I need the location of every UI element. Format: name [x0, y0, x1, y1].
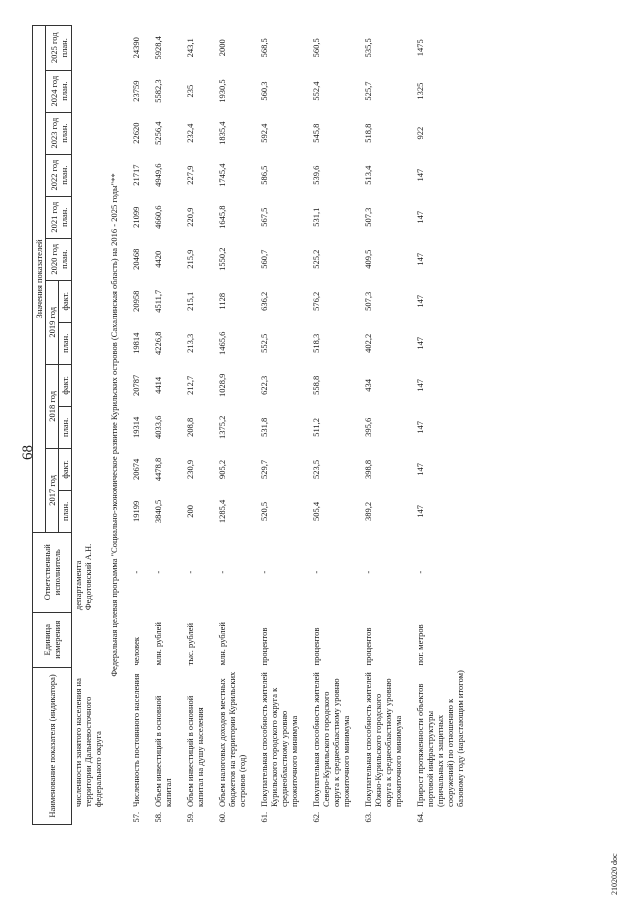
header-fact: факт.	[59, 280, 72, 322]
row-number: 57.	[131, 811, 142, 823]
row-value: 507,3	[363, 207, 374, 227]
row-value: 230,9	[185, 459, 196, 479]
header-2020: 2020 год план.	[46, 238, 72, 280]
row-value: 525,2	[311, 249, 322, 269]
row-value: 505,4	[311, 501, 322, 521]
row-value: 1028,9	[217, 373, 228, 397]
row-value: 1128	[217, 292, 228, 310]
row-value: 4511,7	[153, 289, 164, 313]
table-row	[409, 26, 471, 825]
row-value: 147	[415, 463, 426, 476]
row-value: 147	[415, 294, 426, 308]
header-plan: план.	[59, 490, 72, 532]
row-value: 560,7	[259, 249, 270, 269]
row-value: 518,8	[363, 123, 374, 143]
row-responsible: -	[153, 570, 164, 574]
row-value: 2000	[217, 39, 228, 57]
row-value: 5928,4	[153, 36, 164, 60]
row-value: 531,8	[259, 417, 270, 437]
row-responsible: -	[415, 570, 426, 574]
row-number: 64.	[415, 811, 426, 823]
row-value: 227,9	[185, 165, 196, 185]
row-value: 147	[415, 336, 426, 350]
row-number: 58.	[153, 811, 164, 823]
doc-id: 2102020 doc	[610, 853, 619, 895]
row-value: 20958	[131, 290, 142, 312]
header-responsible: Ответственный исполнитель	[33, 532, 72, 612]
row-value: 19814	[131, 332, 142, 354]
header-2017: 2017 год	[46, 448, 59, 532]
row-responsible: -	[185, 570, 196, 574]
row-value: 19314	[131, 416, 142, 438]
row-responsible: -	[131, 570, 142, 574]
row-value: 560,5	[311, 38, 322, 58]
header-2019: 2019 год	[46, 280, 59, 364]
row-value: 20468	[131, 248, 142, 270]
table-row	[305, 26, 357, 825]
row-value: 398,8	[363, 459, 374, 479]
row-value: 402,2	[363, 333, 374, 353]
row-value: 922	[415, 126, 426, 140]
row-value: 220,9	[185, 207, 196, 227]
row-number: 62.	[311, 811, 322, 823]
row-value: 235	[185, 84, 196, 98]
row-value: 4949,6	[153, 163, 164, 187]
continuation-responsible: департамента Федотовский А.Н.	[73, 543, 94, 611]
row-value: 4660,6	[153, 205, 164, 229]
row-value: 147	[415, 210, 426, 224]
row-value: 507,3	[363, 291, 374, 311]
row-value: 24390	[131, 37, 142, 59]
row-value: 20674	[131, 458, 142, 480]
row-value: 434	[363, 378, 374, 392]
indicators-table	[32, 25, 472, 825]
row-value: 511,2	[311, 417, 322, 437]
header-2021: 2021 год план.	[46, 196, 72, 238]
row-value: 545,8	[311, 123, 322, 143]
row-value: 147	[415, 252, 426, 266]
row-value: 1930,5	[217, 79, 228, 103]
row-value: 518,3	[311, 333, 322, 353]
table-body	[72, 26, 472, 825]
row-responsible: -	[311, 570, 322, 574]
row-value: 568,5	[259, 38, 270, 58]
row-value: 529,7	[259, 459, 270, 479]
row-value: 531,1	[311, 207, 322, 227]
row-value: 586,5	[259, 165, 270, 185]
row-value: 576,2	[311, 291, 322, 311]
header-2025: 2025 год план.	[46, 26, 72, 71]
row-value: 19199	[131, 500, 142, 523]
row-value: 4478,8	[153, 457, 164, 482]
row-unit: тыс. рублей	[185, 622, 196, 666]
row-value: 147	[415, 420, 426, 434]
row-value: 395,6	[363, 417, 374, 437]
row-value: 1285,4	[217, 499, 228, 524]
page-number: 68	[20, 445, 36, 460]
row-value: 3840,5	[153, 499, 164, 524]
row-number: 61.	[259, 811, 270, 823]
row-value: 558,8	[311, 375, 322, 395]
row-name: Покупательная способность жителей Северо-Курильского городского округа к среднеобластному уровню прожиточного минимума	[311, 672, 352, 808]
row-value: 592,4	[259, 123, 270, 143]
program-title: Федеральная целевая программа "Социально-экономическое развитие Курильских островов (Сахалинская область) на 2016 - 2025 годы"**	[109, 173, 120, 677]
row-value: 636,2	[259, 291, 270, 311]
row-name: Покупательная способность жителей Южно-Курильского городского округа к среднеобластному уровню прожиточного минимума	[363, 672, 404, 808]
row-value: 20787	[131, 374, 142, 396]
row-value: 232,4	[185, 123, 196, 143]
header-2018: 2018 год	[46, 364, 59, 448]
row-value: 147	[415, 378, 426, 392]
row-value: 243,1	[185, 38, 196, 58]
row-value: 22620	[131, 122, 142, 144]
row-unit: процентов	[311, 627, 322, 666]
row-value: 5582,3	[153, 79, 164, 103]
row-value: 567,5	[259, 207, 270, 227]
row-number: 59.	[185, 811, 196, 823]
row-number: 63.	[363, 811, 374, 823]
row-value: 208,8	[185, 417, 196, 437]
table-header	[33, 26, 72, 825]
row-value: 905,2	[217, 459, 228, 479]
row-name: Численность постоянного населения	[131, 673, 142, 808]
row-value: 1475	[415, 39, 426, 57]
header-name: Наименование показателя (индикатора)	[33, 667, 72, 824]
row-value: 1745,4	[217, 163, 228, 187]
row-unit: млн. рублей	[217, 622, 228, 666]
table-row	[211, 26, 253, 825]
row-value: 539,6	[311, 165, 322, 185]
row-unit: пог. метров	[415, 624, 426, 666]
row-value: 1835,4	[217, 121, 228, 145]
continuation-name: численности занятого населения на территории Дальневосточного федерального округа	[73, 678, 104, 808]
row-value: 520,5	[259, 501, 270, 521]
table-row	[147, 26, 179, 825]
row-unit: млн. рублей	[153, 622, 164, 666]
row-value: 552,4	[311, 81, 322, 101]
continuation-row	[72, 26, 105, 825]
row-responsible: -	[217, 570, 228, 574]
row-value: 21717	[131, 164, 142, 186]
table-row	[357, 26, 409, 825]
row-value: 535,5	[363, 38, 374, 58]
row-number: 60.	[217, 811, 228, 823]
header-2023: 2023 год план.	[46, 112, 72, 154]
row-responsible: -	[363, 570, 374, 574]
row-value: 622,3	[259, 375, 270, 395]
table-row	[125, 26, 147, 825]
row-name: Объем налоговых доходов местных бюджетов на территории Курильских островов (год)	[217, 671, 248, 808]
row-value: 552,5	[259, 333, 270, 353]
header-plan: план.	[59, 322, 72, 364]
row-unit: человек	[131, 636, 142, 666]
row-value: 21099	[131, 206, 142, 228]
row-value: 4414	[153, 376, 164, 394]
header-2022: 2022 год план.	[46, 154, 72, 196]
row-name: Прирост протяженности объектов портовой инфраструктуры (причальных и защитных сооружений) по отношению к базовому году (нарастающим итогом)	[415, 670, 466, 808]
header-fact: факт.	[59, 364, 72, 406]
header-values-group: Значения показателей	[33, 26, 46, 533]
program-title-row	[104, 26, 125, 825]
row-value: 4420	[153, 250, 164, 268]
row-name: Объем инвестиций в основной капитал	[153, 695, 174, 808]
row-value: 147	[415, 505, 426, 518]
header-fact: факт.	[59, 448, 72, 490]
row-unit: процентов	[259, 627, 270, 666]
row-value: 1325	[415, 82, 426, 100]
row-value: 147	[415, 168, 426, 182]
row-value: 215,1	[185, 291, 196, 311]
row-value: 5256,4	[153, 121, 164, 145]
row-value: 409,5	[363, 249, 374, 269]
table-row	[253, 26, 305, 825]
row-value: 4033,6	[153, 415, 164, 440]
row-value: 1645,8	[217, 205, 228, 229]
row-value: 4226,8	[153, 331, 164, 355]
row-value: 1550,2	[217, 247, 228, 271]
row-value: 1375,2	[217, 415, 228, 440]
row-value: 1465,6	[217, 331, 228, 355]
row-value: 513,4	[363, 165, 374, 185]
header-2024: 2024 год план.	[46, 70, 72, 112]
row-value: 525,7	[363, 81, 374, 101]
row-name: Покупательная способность жителей Курильского городского округа к среднеобластному уровню прожиточного минимума	[259, 672, 300, 808]
row-value: 560,3	[259, 81, 270, 101]
row-value: 213,3	[185, 333, 196, 353]
row-name: Объем инвестиций в основной капитал на душу населения	[185, 695, 206, 808]
row-unit: процентов	[363, 627, 374, 666]
row-value: 23759	[131, 80, 142, 102]
row-value: 200	[185, 505, 196, 518]
table-row	[179, 26, 211, 825]
row-value: 215,9	[185, 249, 196, 269]
row-value: 212,7	[185, 375, 196, 395]
header-plan: план.	[59, 406, 72, 448]
row-responsible: -	[259, 570, 270, 574]
row-value: 389,2	[363, 501, 374, 521]
header-unit: Единица измерения	[33, 612, 72, 667]
row-value: 523,5	[311, 459, 322, 479]
